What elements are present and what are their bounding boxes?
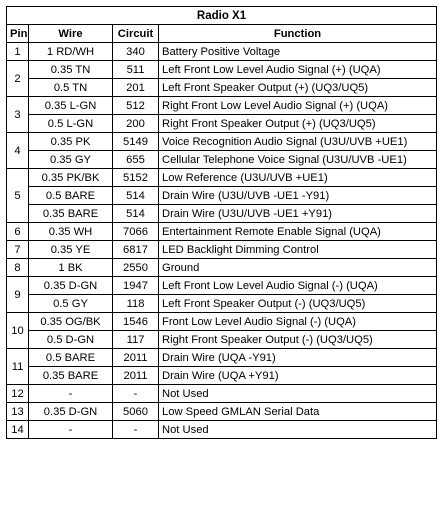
wire-cell: 0.35 L-GN [29,97,113,115]
pin-number: 5 [7,169,29,223]
function-cell: Entertainment Remote Enable Signal (UQA) [159,223,437,241]
table-row [7,97,437,115]
function-cell: Drain Wire (U3U/UVB -UE1 +Y91) [159,205,437,223]
circuit-cell: 655 [113,151,159,169]
pin-number: 6 [7,223,29,241]
table-row [7,79,437,97]
pin-number: 11 [7,349,29,385]
function-cell: Left Front Low Level Audio Signal (-) (UQA) [159,277,437,295]
circuit-cell: 201 [113,79,159,97]
circuit-cell: 200 [113,115,159,133]
circuit-cell: 5152 [113,169,159,187]
wire-cell: 0.35 D-GN [29,277,113,295]
table-title: Radio X1 [7,7,437,25]
table-row [7,295,437,313]
pin-number: 13 [7,403,29,421]
table-row [7,61,437,79]
table-row [7,187,437,205]
table-row [7,349,437,367]
function-cell: Cellular Telephone Voice Signal (U3U/UVB -UE1) [159,151,437,169]
circuit-cell: 514 [113,187,159,205]
table-row [7,43,437,61]
function-cell: Front Low Level Audio Signal (-) (UQA) [159,313,437,331]
circuit-cell: 118 [113,295,159,313]
pin-number: 10 [7,313,29,349]
circuit-cell: 2550 [113,259,159,277]
function-cell: Ground [159,259,437,277]
circuit-cell: 511 [113,61,159,79]
function-cell: Right Front Low Level Audio Signal (+) (UQA) [159,97,437,115]
function-cell: Right Front Speaker Output (+) (UQ3/UQ5) [159,115,437,133]
connector-table-container [6,6,437,439]
function-cell: Battery Positive Voltage [159,43,437,61]
function-cell: Left Front Low Level Audio Signal (+) (UQA) [159,61,437,79]
header-circuit: Circuit [113,25,159,43]
wire-cell: 0.35 PK [29,133,113,151]
wire-cell: 0.5 D-GN [29,331,113,349]
function-cell: Voice Recognition Audio Signal (U3U/UVB +UE1) [159,133,437,151]
header-wire: Wire [29,25,113,43]
table-row [7,367,437,385]
pin-number: 4 [7,133,29,169]
function-cell: Low Speed GMLAN Serial Data [159,403,437,421]
connector-pinout-table [6,6,437,439]
wire-cell: 0.35 OG/BK [29,313,113,331]
table-row [7,115,437,133]
pin-number: 1 [7,43,29,61]
wire-cell: 0.35 YE [29,241,113,259]
function-cell: Drain Wire (UQA +Y91) [159,367,437,385]
table-row [7,331,437,349]
circuit-cell: 1546 [113,313,159,331]
pin-number: 9 [7,277,29,313]
circuit-cell: - [113,421,159,439]
wire-cell: 0.35 TN [29,61,113,79]
function-cell: Drain Wire (UQA -Y91) [159,349,437,367]
function-cell: LED Backlight Dimming Control [159,241,437,259]
circuit-cell: 2011 [113,349,159,367]
circuit-cell: 7066 [113,223,159,241]
circuit-cell: 1947 [113,277,159,295]
wire-cell: 0.35 BARE [29,367,113,385]
circuit-cell: 2011 [113,367,159,385]
circuit-cell: 512 [113,97,159,115]
wire-cell: 0.5 L-GN [29,115,113,133]
table-row [7,277,437,295]
wire-cell: 0.5 TN [29,79,113,97]
table-row [7,133,437,151]
table-body [7,43,437,439]
wire-cell: 0.5 BARE [29,187,113,205]
table-row [7,151,437,169]
wire-cell: 0.35 PK/BK [29,169,113,187]
wire-cell: 0.35 D-GN [29,403,113,421]
function-cell: Not Used [159,421,437,439]
table-row [7,205,437,223]
wire-cell: 0.5 BARE [29,349,113,367]
pin-number: 14 [7,421,29,439]
pin-number: 12 [7,385,29,403]
pin-number: 2 [7,61,29,97]
table-row [7,223,437,241]
circuit-cell: - [113,385,159,403]
function-cell: Left Front Speaker Output (+) (UQ3/UQ5) [159,79,437,97]
wire-cell: 0.35 WH [29,223,113,241]
circuit-cell: 6817 [113,241,159,259]
pin-number: 8 [7,259,29,277]
wire-cell: 1 BK [29,259,113,277]
function-cell: Right Front Speaker Output (-) (UQ3/UQ5) [159,331,437,349]
circuit-cell: 340 [113,43,159,61]
header-pin: Pin [7,25,29,43]
circuit-cell: 5060 [113,403,159,421]
table-row [7,241,437,259]
table-row [7,385,437,403]
circuit-cell: 117 [113,331,159,349]
wire-cell: 0.5 GY [29,295,113,313]
table-row [7,403,437,421]
table-row [7,421,437,439]
table-row [7,313,437,331]
function-cell: Low Reference (U3U/UVB +UE1) [159,169,437,187]
wire-cell: 0.35 BARE [29,205,113,223]
wire-cell: - [29,385,113,403]
circuit-cell: 5149 [113,133,159,151]
circuit-cell: 514 [113,205,159,223]
function-cell: Drain Wire (U3U/UVB -UE1 -Y91) [159,187,437,205]
pin-number: 7 [7,241,29,259]
wire-cell: 0.35 GY [29,151,113,169]
header-function: Function [159,25,437,43]
table-row [7,169,437,187]
table-row [7,259,437,277]
function-cell: Not Used [159,385,437,403]
wire-cell: 1 RD/WH [29,43,113,61]
function-cell: Left Front Speaker Output (-) (UQ3/UQ5) [159,295,437,313]
wire-cell: - [29,421,113,439]
pin-number: 3 [7,97,29,133]
